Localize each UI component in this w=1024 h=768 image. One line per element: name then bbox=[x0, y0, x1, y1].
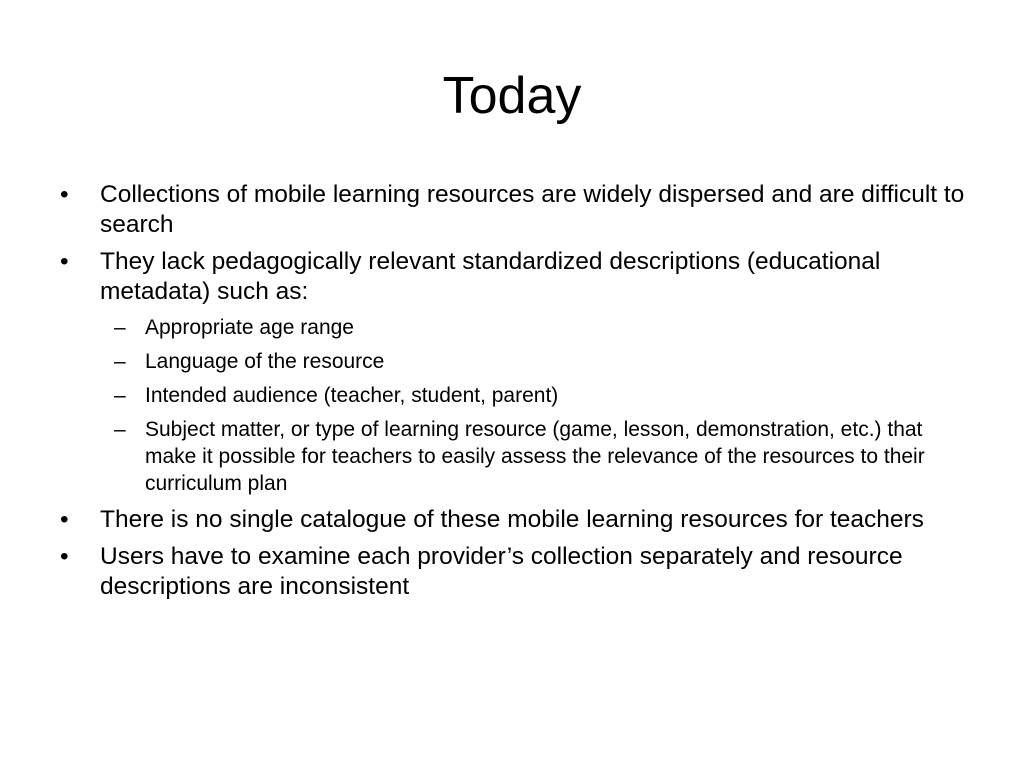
slide-title: Today bbox=[442, 67, 582, 125]
bullet-marker: • bbox=[60, 506, 69, 533]
bullet-marker: • bbox=[60, 181, 69, 208]
sub-bullet-item bbox=[56, 416, 966, 497]
bullet-item bbox=[56, 542, 966, 602]
bullet-text: Users have to examine each provider’s collection separately and resource descriptions are inconsistent bbox=[100, 543, 903, 600]
sub-bullet-text: Language of the resource bbox=[145, 350, 385, 373]
bullet-marker: • bbox=[60, 543, 69, 570]
bullet-item bbox=[56, 180, 966, 240]
sub-bullet-marker: – bbox=[114, 384, 126, 407]
sub-bullet-item bbox=[56, 382, 966, 409]
bullet-item bbox=[56, 247, 966, 307]
sub-bullet-list bbox=[56, 314, 966, 497]
sub-bullet-marker: – bbox=[114, 418, 126, 441]
bullet-text: They lack pedagogically relevant standardized descriptions (educational metadata) such as: bbox=[100, 248, 881, 305]
sub-bullet-marker: – bbox=[114, 316, 126, 339]
bullet-item bbox=[56, 505, 966, 535]
bullet-list bbox=[56, 180, 966, 609]
bullet-marker: • bbox=[60, 248, 69, 275]
bullet-text: Collections of mobile learning resources are widely dispersed and are difficult to search bbox=[100, 181, 965, 238]
sub-bullet-text: Intended audience (teacher, student, parent) bbox=[145, 384, 559, 407]
sub-bullet-item bbox=[56, 314, 966, 341]
bullet-text: There is no single catalogue of these mobile learning resources for teachers bbox=[100, 506, 924, 533]
sub-bullet-item bbox=[56, 348, 966, 375]
sub-bullet-marker: – bbox=[114, 350, 126, 373]
sub-bullet-text: Appropriate age range bbox=[145, 316, 354, 339]
sub-bullet-text: Subject matter, or type of learning resource (game, lesson, demonstration, etc.) that make it possible for teachers to easily assess the relevance of the resources to their curriculum plan bbox=[145, 418, 925, 495]
